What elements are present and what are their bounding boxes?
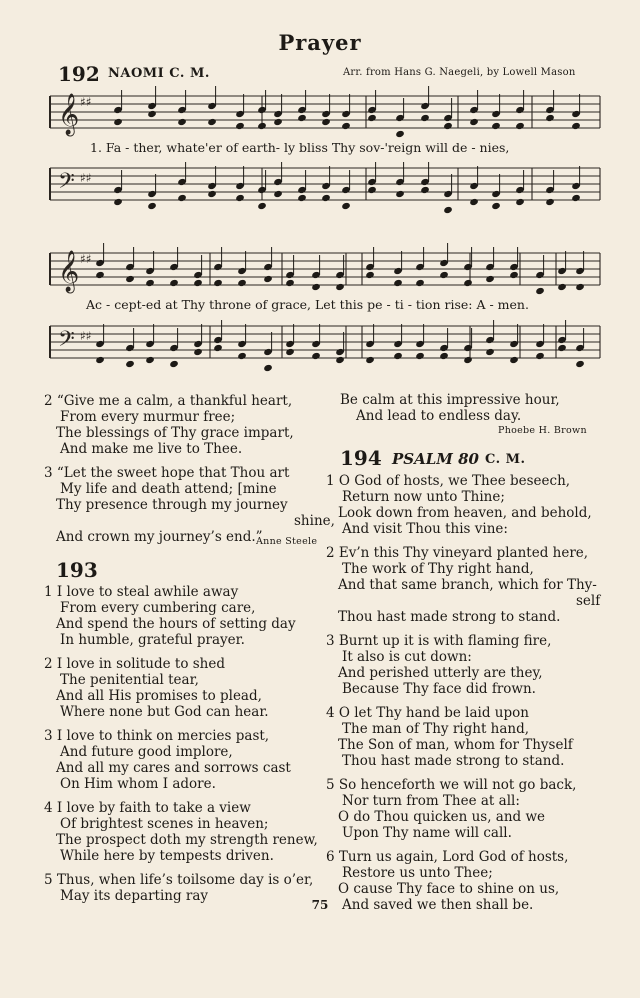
stanza-line: The penitential tear,	[60, 672, 199, 688]
stanza-line: And that same branch, which for Thy-	[338, 577, 597, 593]
stanza-line: 2 I love in solitude to shed	[44, 656, 225, 672]
note-head	[125, 360, 135, 368]
stanza-line: In humble, grateful prayer.	[60, 632, 245, 648]
note-head	[311, 283, 321, 291]
note-head	[297, 114, 307, 122]
treble-clef-icon: 𝄞	[58, 251, 80, 292]
stanza-line: And all His promises to plead,	[56, 688, 262, 704]
note-head	[393, 352, 403, 360]
stanza-line: Thy presence through my journey	[56, 497, 288, 513]
hymn-192-author: Anne Steele	[256, 536, 318, 547]
note-head	[321, 118, 331, 126]
note-head	[257, 122, 267, 130]
music-staff-system1-treble	[50, 96, 600, 136]
stanza	[326, 473, 626, 537]
note-head	[95, 271, 105, 279]
note-head	[237, 352, 247, 360]
stanza	[44, 656, 324, 720]
stanza-line: O cause Thy face to shine on us,	[338, 881, 560, 897]
stanza-line: On Him whom I adore.	[60, 776, 216, 792]
note-head	[415, 279, 425, 287]
stanza-line: Nor turn from Thee at all:	[342, 793, 520, 809]
hymn-192-stanzas	[44, 393, 335, 553]
note-head	[491, 122, 501, 130]
note-head	[420, 114, 430, 122]
stanza-line: And future good implore,	[60, 744, 233, 760]
stanza-line: The man of Thy right hand,	[342, 721, 530, 737]
stanza-line: From every cumbering care,	[60, 600, 256, 616]
note-head	[147, 202, 157, 210]
bass-clef-icon: 𝄢	[58, 327, 75, 357]
stanza-line: And spend the hours of setting day	[56, 616, 296, 632]
stanza-line: 5 So henceforth we will not go back,	[326, 777, 577, 793]
music-staff-system2-treble	[50, 253, 600, 293]
hymn-192-lyric-line1: 1. Fa - ther, whate'er of earth- ly bliss Thy sov-'reign will de - nies,	[90, 140, 510, 155]
hymn-194-tune: PSALM 80	[392, 450, 479, 468]
note-head	[509, 356, 519, 364]
note-head	[177, 118, 187, 126]
stanza-line: 6 Turn us again, Lord God of hosts,	[326, 849, 569, 865]
note-head	[145, 356, 155, 364]
stanza-line: And all my cares and sorrows cast	[56, 760, 291, 776]
note-head	[463, 356, 473, 364]
stanza	[44, 393, 324, 457]
note-head	[207, 190, 217, 198]
stanza-line: From every murmur free;	[60, 409, 236, 425]
stanza-line: May its departing ray	[60, 888, 209, 904]
note-head	[365, 356, 375, 364]
hymn-193-author: Phoebe H. Brown	[498, 425, 587, 436]
note-head	[469, 118, 479, 126]
stanza-line: Restore us unto Thee;	[342, 865, 493, 881]
note-head	[395, 190, 405, 198]
stanza-line: 2 Ev’n this Thy vineyard planted here,	[326, 545, 589, 561]
stanza-line: And saved we then shall be.	[342, 897, 534, 913]
note-head	[273, 118, 283, 126]
key-signature-icon: ♯♯	[80, 95, 92, 109]
stanza-line: Be calm at this impressive hour,	[340, 392, 560, 408]
stanza	[326, 777, 626, 841]
note-head	[193, 348, 203, 356]
stanza-line: While here by tempests driven.	[60, 848, 274, 864]
stanza	[44, 728, 324, 792]
note-head	[535, 287, 545, 295]
note-head	[335, 283, 345, 291]
note-head	[147, 110, 157, 118]
stanza-line: And crown my journey’s end.”	[56, 529, 263, 545]
stanza-line: The Son of man, whom for Thyself	[338, 737, 573, 753]
stanza-line: Thou hast made strong to stand.	[342, 753, 565, 769]
stanza	[44, 800, 324, 864]
stanza-line: Where none but God can hear.	[60, 704, 269, 720]
note-head	[213, 344, 223, 352]
note-head	[509, 271, 519, 279]
note-head	[285, 348, 295, 356]
note-head	[420, 186, 430, 194]
treble-clef-icon: 𝄞	[58, 94, 80, 135]
note-head	[169, 279, 179, 287]
stanza-line: self	[576, 593, 601, 609]
stanza-line: Look down from heaven, and behold,	[338, 505, 592, 521]
stanza	[44, 584, 324, 648]
note-head	[177, 194, 187, 202]
music-staff-system2-bass	[50, 326, 600, 366]
note-head	[469, 198, 479, 206]
note-head	[571, 122, 581, 130]
stanza-line: 4 I love by faith to take a view	[44, 800, 251, 816]
hymn-192-credit: Arr. from Hans G. Naegeli, by Lowell Mason	[343, 67, 576, 78]
note-head	[263, 364, 273, 372]
note-head	[365, 271, 375, 279]
hymn-193-stanzas-left	[44, 584, 324, 912]
stanza-line: Because Thy face did frown.	[342, 681, 536, 697]
section-title: Prayer	[278, 30, 362, 55]
note-head	[193, 279, 203, 287]
key-signature-icon: ♯♯	[80, 171, 92, 185]
stanza-line: shine,	[294, 513, 335, 529]
note-head	[535, 352, 545, 360]
stanza-line: And perished utterly are they,	[338, 665, 543, 681]
note-head	[557, 283, 567, 291]
hymn-194-stanzas	[326, 473, 626, 921]
note-head	[341, 122, 351, 130]
stanza-line: The blessings of Thy grace impart,	[56, 425, 294, 441]
stanza-line: The prospect doth my strength renew,	[56, 832, 318, 848]
note-head	[207, 118, 217, 126]
stanza-line: And lead to endless day.	[356, 408, 522, 424]
stanza-line: Upon Thy name will call.	[342, 825, 512, 841]
stanza-line: 3 I love to think on mercies past,	[44, 728, 270, 744]
note-head	[443, 122, 453, 130]
stanza-line: 1 O God of hosts, we Thee beseech,	[326, 473, 571, 489]
stanza-line: 3 “Let the sweet hope that Thou art	[44, 465, 290, 481]
key-signature-icon: ♯♯	[80, 329, 92, 343]
note-head	[575, 360, 585, 368]
note-head	[485, 275, 495, 283]
stanza	[326, 633, 626, 697]
note-head	[235, 122, 245, 130]
hymn-192-lyric-line2: Ac - cept-ed at Thy throne of grace, Let this pe - ti - tion rise: A - men.	[86, 297, 529, 312]
note-head	[335, 356, 345, 364]
note-head	[321, 194, 331, 202]
note-head	[367, 114, 377, 122]
note-head	[237, 279, 247, 287]
page-number: 75	[311, 898, 329, 912]
note-head	[235, 194, 245, 202]
hymn-193-stanzas-right	[340, 392, 620, 424]
note-head	[415, 352, 425, 360]
stanza	[326, 545, 626, 625]
note-head	[95, 356, 105, 364]
note-head	[125, 275, 135, 283]
note-head	[439, 271, 449, 279]
stanza-line: 4 O let Thy hand be laid upon	[326, 705, 529, 721]
stanza-line: 2 “Give me a calm, a thankful heart,	[44, 393, 293, 409]
note-head	[515, 198, 525, 206]
music-staff-system1-bass	[50, 168, 600, 208]
stanza-line: 3 Burnt up it is with flaming fire,	[326, 633, 552, 649]
hymn-194-meter: C. M.	[485, 452, 526, 467]
note-head	[113, 198, 123, 206]
stanza-line: Of brightest scenes in heaven;	[60, 816, 269, 832]
note-head	[169, 360, 179, 368]
note-head	[463, 279, 473, 287]
stanza-line: O do Thou quicken us, and we	[338, 809, 546, 825]
stanza-line: Return now unto Thine;	[342, 489, 505, 505]
stanza-line: It also is cut down:	[342, 649, 472, 665]
note-head	[491, 202, 501, 210]
stanza-line: And visit Thou this vine:	[342, 521, 508, 537]
note-head	[393, 279, 403, 287]
hymn-194-number: 194	[340, 446, 382, 470]
note-head	[367, 186, 377, 194]
note-head	[273, 190, 283, 198]
stanza-line: 1 I love to steal awhile away	[44, 584, 239, 600]
note-head	[515, 122, 525, 130]
note-head	[545, 198, 555, 206]
note-head	[213, 279, 223, 287]
note-head	[145, 279, 155, 287]
note-head	[395, 130, 405, 138]
key-signature-icon: ♯♯	[80, 252, 92, 266]
bass-clef-icon: 𝄢	[58, 169, 75, 199]
note-head	[485, 348, 495, 356]
stanza-line: 5 Thus, when life’s toilsome day is o’er,	[44, 872, 314, 888]
note-head	[257, 202, 267, 210]
note-head	[557, 344, 567, 352]
note-head	[113, 118, 123, 126]
stanza-line: The work of Thy right hand,	[342, 561, 534, 577]
hymn-193-number: 193	[56, 558, 98, 582]
note-head	[439, 352, 449, 360]
stanza-line: Thou hast made strong to stand.	[338, 609, 561, 625]
note-head	[263, 275, 273, 283]
note-head	[311, 352, 321, 360]
stanza-line: And make me live to Thee.	[60, 441, 243, 457]
note-head	[575, 283, 585, 291]
note-head	[285, 279, 295, 287]
note-head	[297, 194, 307, 202]
note-head	[443, 206, 453, 214]
stanza	[44, 465, 335, 545]
hymn-192-tune: NAOMI C. M.	[108, 66, 210, 81]
note-head	[341, 202, 351, 210]
hymn-192-number: 192	[58, 62, 100, 86]
note-head	[545, 114, 555, 122]
note-head	[571, 194, 581, 202]
stanza-line: My life and death attend; [mine	[60, 481, 277, 497]
stanza	[326, 705, 626, 769]
